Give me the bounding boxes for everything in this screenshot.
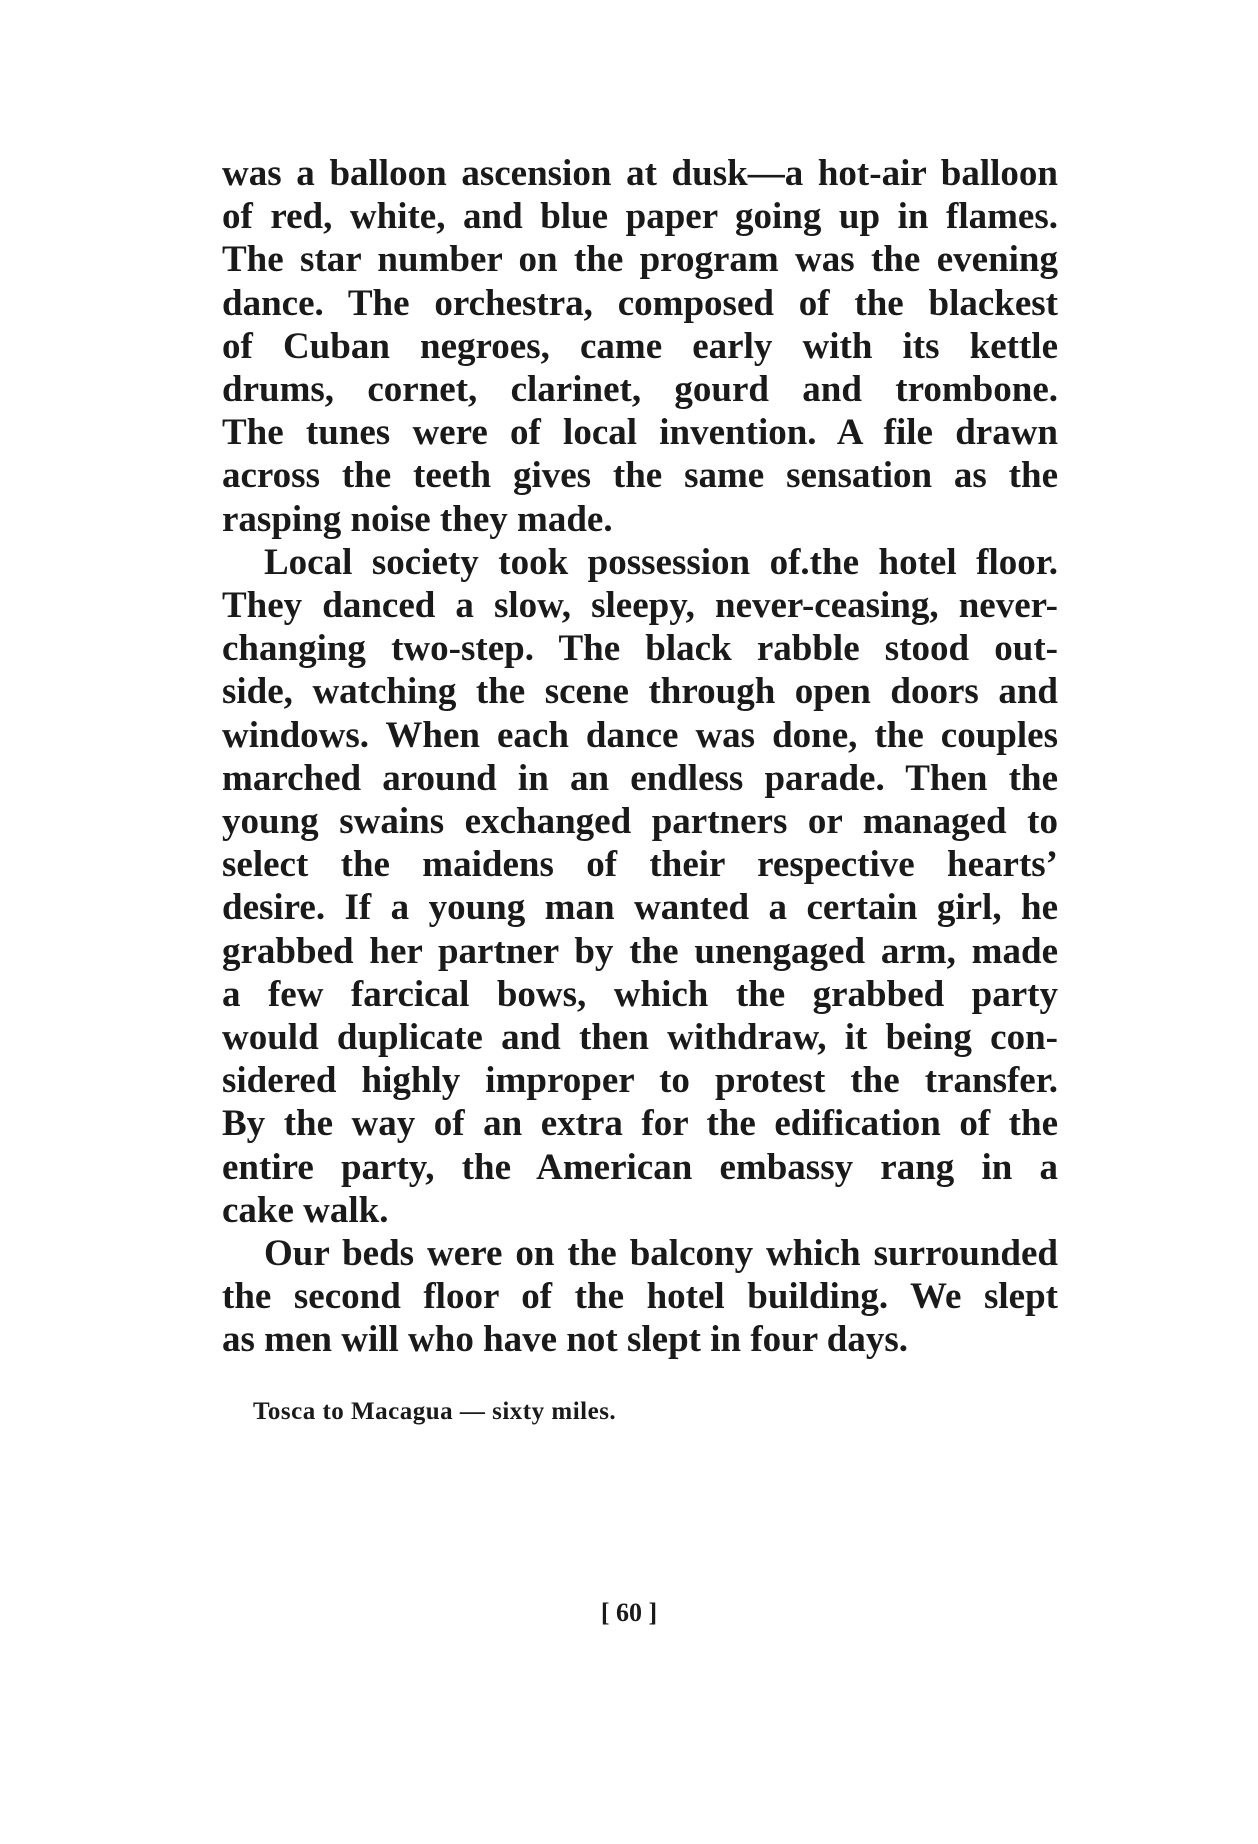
- text-line: The tunes were of local invention. A file drawn: [222, 412, 1058, 454]
- text-line: select the maidens of their respective hearts’: [222, 844, 1058, 886]
- body-text: [222, 152, 1058, 1362]
- text-line: entire party, the American embassy rang in a: [222, 1146, 1058, 1188]
- text-line: side, watching the scene through open doors and: [222, 671, 1058, 713]
- text-line: desire. If a young man wanted a certain girl, he: [222, 887, 1058, 929]
- paragraph: [222, 541, 1058, 1232]
- text-line: dance. The orchestra, composed of the blackest: [222, 282, 1058, 324]
- text-line: rasping noise they made.: [222, 498, 613, 540]
- text-line: young swains exchanged partners or managed to: [222, 801, 1058, 843]
- text-line: The star number on the program was the evening: [222, 239, 1058, 281]
- text-line: windows. When each dance was done, the couples: [222, 714, 1058, 756]
- text-line: drums, cornet, clarinet, gourd and trombone.: [222, 369, 1058, 411]
- text-line: By the way of an extra for the edification of the: [222, 1103, 1058, 1145]
- text-line: of Cuban negroes, came early with its kettle: [222, 325, 1058, 367]
- text-line: was a balloon ascension at dusk—a hot-air balloon: [222, 153, 1058, 194]
- text-line: sidered highly improper to protest the transfer.: [222, 1060, 1058, 1102]
- text-line: a few farcical bows, which the grabbed party: [222, 973, 1058, 1015]
- text-line: the second floor of the hotel building. We slept: [222, 1276, 1058, 1318]
- text-line: Our beds were on the balcony which surrounded: [264, 1233, 1058, 1275]
- route-note: Tosca to Macagua — sixty miles.: [253, 1398, 617, 1425]
- paragraph: [222, 1232, 1058, 1362]
- text-line: marched around in an endless parade. Then the: [222, 757, 1058, 799]
- text-line: They danced a slow, sleepy, never-ceasing, never-: [222, 585, 1058, 627]
- page-number: [ 60 ]: [600, 1598, 658, 1627]
- text-line: changing two-step. The black rabble stood out-: [222, 628, 1058, 670]
- text-line: would duplicate and then withdraw, it being con-: [222, 1017, 1058, 1059]
- text-line: across the teeth gives the same sensation as the: [222, 455, 1058, 497]
- text-line: of red, white, and blue paper going up in flames.: [222, 196, 1058, 238]
- paragraph: [222, 152, 1058, 541]
- text-line: Local society took possession of.the hotel floor.: [264, 541, 1058, 583]
- text-line: cake walk.: [222, 1189, 389, 1231]
- text-line: grabbed her partner by the unengaged arm, made: [222, 930, 1058, 972]
- text-line: as men will who have not slept in four days.: [222, 1319, 908, 1361]
